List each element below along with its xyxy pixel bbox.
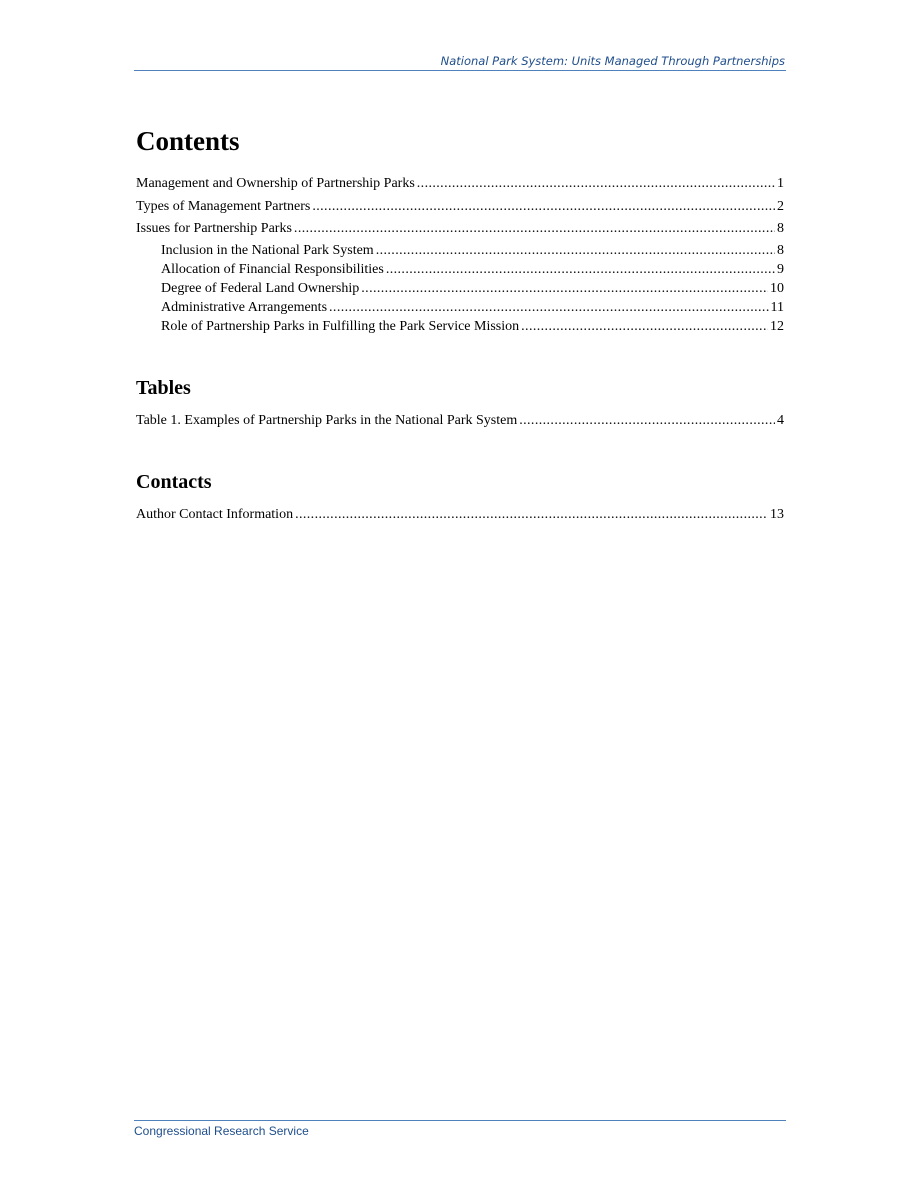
toc-entry-page: 11	[770, 300, 784, 315]
dot-leader	[329, 299, 768, 317]
contacts-heading: Contacts	[136, 471, 212, 493]
toc-entry-title: Management and Ownership of Partnership Parks	[136, 176, 415, 191]
toc-entry-page: 13	[770, 507, 784, 522]
running-header	[134, 54, 786, 71]
toc-entry[interactable]	[136, 220, 784, 238]
dot-leader	[361, 280, 768, 298]
toc-subentry[interactable]	[161, 242, 784, 260]
toc-entry-page: 2	[777, 199, 784, 214]
toc-entry-title: Degree of Federal Land Ownership	[161, 281, 360, 296]
dot-leader	[376, 242, 775, 260]
toc-subentry[interactable]	[161, 261, 784, 279]
toc-entry-page: 8	[777, 221, 784, 236]
toc-entry-page: 9	[777, 262, 784, 277]
dot-leader	[295, 506, 768, 524]
toc-entry-contact[interactable]	[136, 506, 784, 524]
dot-leader	[521, 318, 768, 336]
tables-heading: Tables	[136, 377, 191, 399]
toc-entry-page: 8	[777, 243, 784, 258]
toc-subentry[interactable]	[161, 280, 784, 298]
toc-subentry[interactable]	[161, 318, 784, 336]
running-title: National Park System: Units Managed Through Partnerships	[440, 54, 785, 68]
footer-organization: Congressional Research Service	[134, 1124, 309, 1138]
toc-entry[interactable]	[136, 198, 784, 216]
toc-entry-title: Inclusion in the National Park System	[161, 243, 374, 258]
toc-entry-title: Author Contact Information	[136, 507, 294, 522]
page-footer	[134, 1120, 786, 1138]
toc-entry[interactable]	[136, 175, 784, 193]
dot-leader	[312, 198, 775, 216]
toc-subentry[interactable]	[161, 299, 784, 317]
toc-entry-title: Role of Partnership Parks in Fulfilling the Park Service Mission	[161, 319, 520, 334]
toc-entry-table[interactable]	[136, 412, 784, 430]
dot-leader	[386, 261, 775, 279]
toc-entry-title: Types of Management Partners	[136, 199, 311, 214]
dot-leader	[519, 412, 775, 430]
dot-leader	[417, 175, 775, 193]
contents-heading: Contents	[136, 126, 240, 156]
toc-entry-title: Issues for Partnership Parks	[136, 221, 292, 236]
toc-entry-title: Table 1. Examples of Partnership Parks in the National Park System	[136, 413, 518, 428]
toc-entry-page: 10	[770, 281, 784, 296]
toc-entry-page: 1	[777, 176, 784, 191]
toc-entry-page: 4	[777, 413, 784, 428]
dot-leader	[294, 220, 775, 238]
toc-entry-title: Administrative Arrangements	[161, 300, 328, 315]
toc-entry-page: 12	[770, 319, 784, 334]
toc-entry-title: Allocation of Financial Responsibilities	[161, 262, 384, 277]
